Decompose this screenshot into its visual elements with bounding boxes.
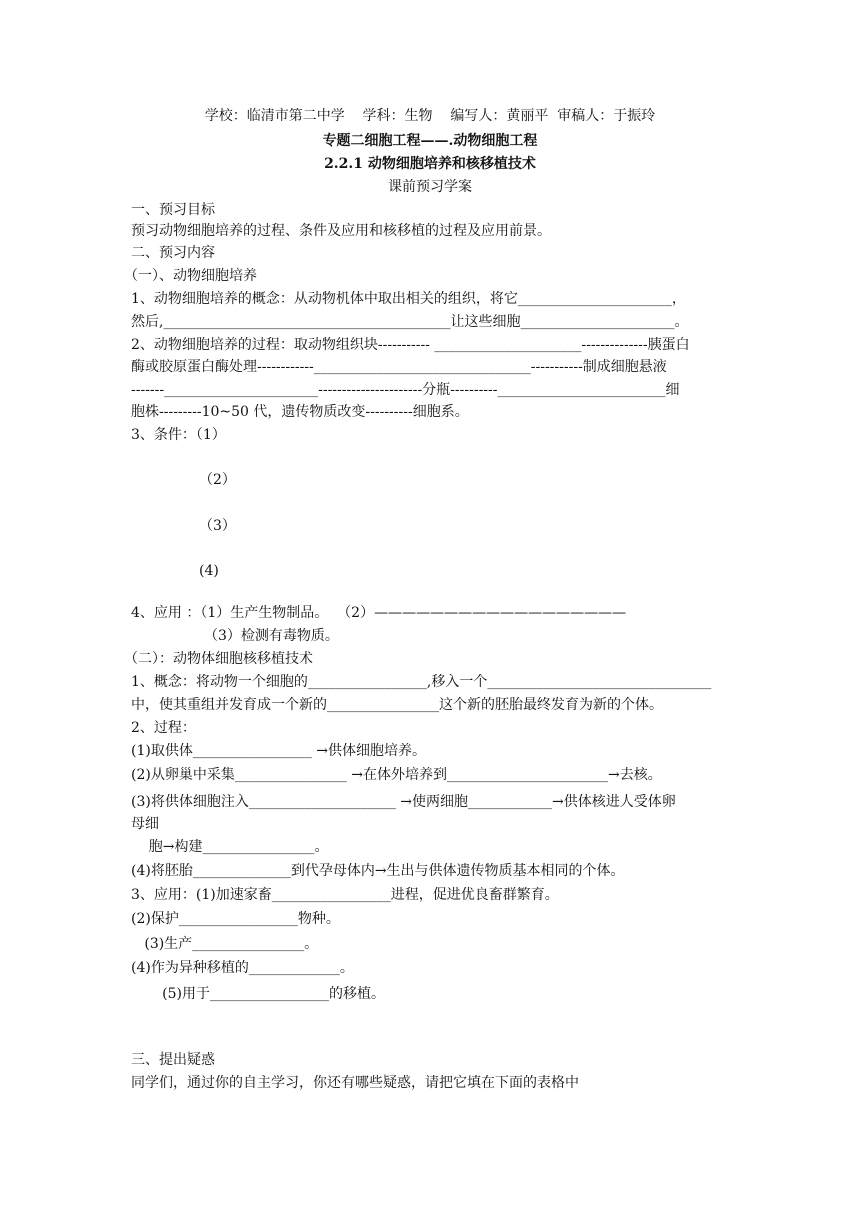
sub2-line: 母细	[131, 816, 159, 832]
sub2-line: (3)将供体细胞注入_____________________ →使两细胞____________→供体核进人受体卵	[131, 794, 676, 810]
sub1-line: 然后,_________________________________________让这些细胞______________________。	[131, 314, 689, 330]
application-line: （3）检测有毒物质。	[204, 628, 339, 644]
sub2-line: 1、概念：将动物一个细胞的_________________,移入一个________________________________	[131, 674, 712, 690]
sub1-line: 胞株---------10~50 代，遗传物质改变----------细胞系。	[131, 404, 469, 420]
section1-text: 预习动物细胞培养的过程、条件及应用和核移植的过程及应用前景。	[131, 223, 551, 239]
section3-heading: 三、提出疑惑	[131, 1052, 215, 1068]
sub2-line: (1)取供体_________________ →供体细胞培养。	[131, 743, 427, 759]
sub2-line: (4)将胚胎______________到代孕母体内→生出与供体遗传物质基本相同的个体。	[131, 863, 625, 879]
sub2-line: (4)作为异种移植的_____________。	[131, 960, 354, 976]
document-title: 专题二细胞工程——.动物细胞工程	[322, 133, 538, 149]
document-subtitle: 2.2.1 动物细胞培养和核移植技术	[324, 156, 536, 172]
condition-4: (4)	[199, 563, 219, 579]
section1-heading: 一、预习目标	[131, 202, 215, 218]
condition-3: （3）	[199, 518, 236, 534]
sub2-line: 中，使其重组并发育成一个新的________________这个新的胚胎最终发育为新的个体。	[131, 697, 663, 713]
sub1-line: -------______________________----------------------分瓶----------________________________细	[131, 382, 680, 398]
conditions-label: 3、条件：（1）	[131, 427, 226, 443]
section2-heading: 二、预习内容	[131, 245, 215, 261]
sub2-line: (2)从卵巢中采集________________ →在体外培养到_______________________→去核。	[131, 767, 662, 783]
sub2-line: 3、应用：(1)加速家畜_________________进程，促进优良畜群繁育。	[131, 887, 559, 903]
sub1-line: 1、动物细胞培养的概念：从动物机体中取出相关的组织，将它______________________，	[131, 291, 686, 307]
section3-text: 同学们，通过你的自主学习，你还有哪些疑惑，请把它填在下面的表格中	[131, 1075, 579, 1091]
sub1-line: 2、动物细胞培养的过程：取动物组织块----------- _____________________--------------胰蛋白	[131, 337, 690, 353]
sub2-line: 2、过程：	[131, 720, 196, 736]
sub2-line: (3)生产________________。	[131, 936, 319, 952]
document-type: 课前预习学案	[388, 179, 472, 195]
sub2-line: (2)保护_________________物种。	[131, 911, 340, 927]
sub1-line: 酶或胶原蛋白酶处理------------_______________________________-----------制成细胞悬液	[131, 359, 667, 375]
sub2-line: (5)用于_________________的移植。	[131, 986, 385, 1002]
sub2-heading: （二）：动物体细胞核移植技术	[124, 651, 313, 667]
sub2-line: 胞→构建________________。	[131, 839, 329, 855]
condition-2: （2）	[199, 472, 236, 488]
header-meta: 学校：临清市第二中学 学科：生物 编写人：黄丽平 审稿人：于振玲	[204, 108, 656, 124]
sub1-heading: （一）、动物细胞培养	[124, 268, 257, 284]
application-line: 4、应用 ：（1）生产生物制品。 （2）——————————————————	[131, 605, 627, 621]
